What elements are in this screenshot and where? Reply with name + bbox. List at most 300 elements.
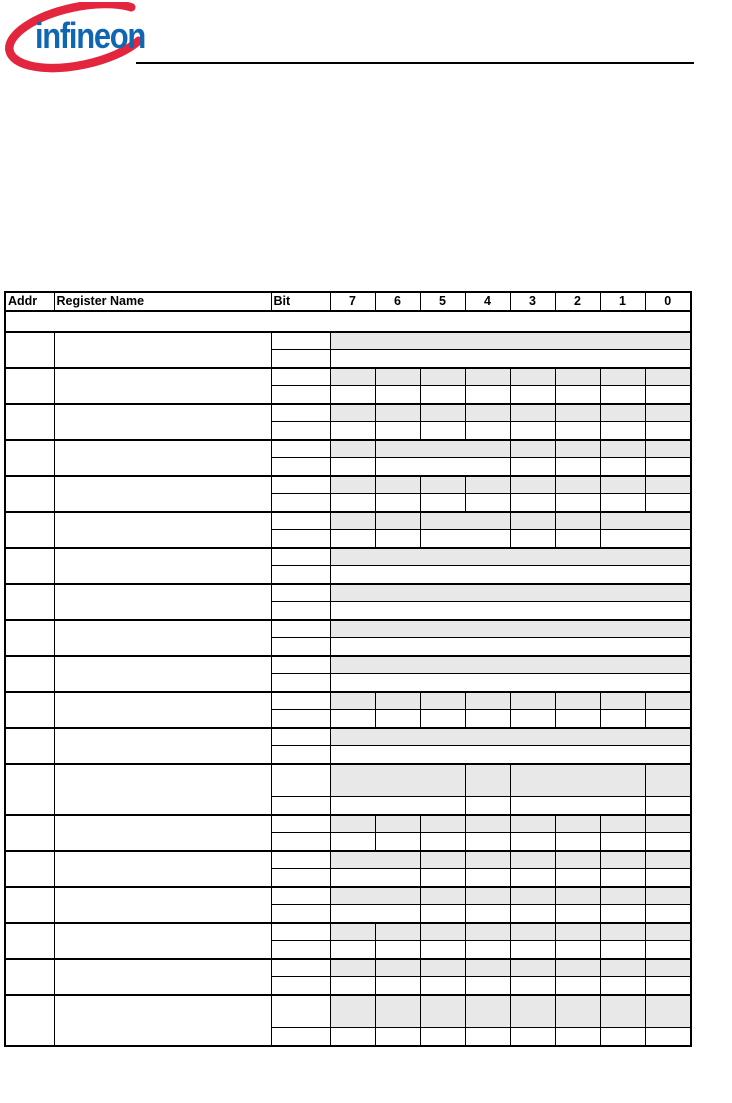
access-type-cell <box>645 422 691 441</box>
bitfield-cell <box>555 851 600 869</box>
bitfield-cell <box>465 887 510 905</box>
addr-cell <box>5 620 54 656</box>
bitfield-cell <box>330 728 691 746</box>
access-type-cell <box>330 797 465 816</box>
bitfield-cell <box>645 476 691 494</box>
bitfield-cell <box>420 692 465 710</box>
bitfield-cell <box>330 851 420 869</box>
bit-column-header: Bit <box>271 292 330 311</box>
access-type-cell <box>555 1028 600 1047</box>
access-type-cell <box>465 905 510 924</box>
access-type-cell <box>420 710 465 729</box>
bit-label-cell <box>271 869 330 888</box>
register-name-cell <box>54 656 271 692</box>
bitfield-cell <box>465 764 510 797</box>
access-type-cell <box>330 710 375 729</box>
register-name-cell <box>54 512 271 548</box>
access-type-cell <box>600 458 645 477</box>
bit-number-header-4: 4 <box>465 292 510 311</box>
access-type-cell <box>645 1028 691 1047</box>
access-type-cell <box>465 941 510 960</box>
bitfield-cell <box>465 404 510 422</box>
bit-label-cell <box>271 710 330 729</box>
access-type-cell <box>420 1028 465 1047</box>
access-type-cell <box>465 386 510 405</box>
access-type-cell <box>465 869 510 888</box>
register-name-cell <box>54 368 271 404</box>
access-type-cell <box>420 905 465 924</box>
bitfield-cell <box>600 815 645 833</box>
bit-label-cell <box>271 404 330 422</box>
register-name-cell <box>54 851 271 887</box>
infineon-logo-text: infineon <box>35 15 145 56</box>
bitfield-cell <box>420 476 465 494</box>
bitfield-cell <box>555 368 600 386</box>
addr-cell <box>5 404 54 440</box>
access-type-cell <box>600 494 645 513</box>
access-type-cell <box>375 494 420 513</box>
access-type-cell <box>510 977 555 996</box>
register-block-bitfield-row <box>5 404 691 422</box>
bit-label-cell <box>271 476 330 494</box>
addr-cell <box>5 476 54 512</box>
bitfield-cell <box>600 959 645 977</box>
access-type-cell <box>600 905 645 924</box>
access-type-cell <box>555 941 600 960</box>
register-block-bitfield-row <box>5 887 691 905</box>
register-name-cell <box>54 887 271 923</box>
register-name-cell <box>54 584 271 620</box>
bit-label-cell <box>271 566 330 585</box>
addr-cell <box>5 584 54 620</box>
bit-number-header-7: 7 <box>330 292 375 311</box>
bitfield-cell <box>420 959 465 977</box>
bitfield-cell <box>330 959 375 977</box>
bitfield-cell <box>375 923 420 941</box>
bitfield-cell <box>465 959 510 977</box>
bitfield-cell <box>330 815 375 833</box>
access-type-cell <box>510 458 555 477</box>
access-type-cell <box>465 710 510 729</box>
access-type-cell <box>510 494 555 513</box>
bitfield-cell <box>600 368 645 386</box>
register-block-bitfield-row <box>5 584 691 602</box>
bit-label-cell <box>271 977 330 996</box>
register-name-cell <box>54 404 271 440</box>
bitfield-cell <box>510 887 555 905</box>
access-type-cell <box>330 746 691 765</box>
bitfield-cell <box>645 764 691 797</box>
access-type-cell <box>645 386 691 405</box>
addr-cell <box>5 923 54 959</box>
access-type-cell <box>645 869 691 888</box>
addr-cell <box>5 332 54 368</box>
access-type-cell <box>510 833 555 852</box>
access-type-cell <box>330 905 420 924</box>
access-type-cell <box>645 494 691 513</box>
bit-label-cell <box>271 458 330 477</box>
access-type-cell <box>555 386 600 405</box>
bitfield-cell <box>600 692 645 710</box>
register-name-cell <box>54 692 271 728</box>
register-block-bitfield-row <box>5 923 691 941</box>
access-type-cell <box>375 977 420 996</box>
access-type-cell <box>510 422 555 441</box>
access-type-cell <box>555 494 600 513</box>
bit-label-cell <box>271 602 330 621</box>
bitfield-cell <box>330 476 375 494</box>
access-type-cell <box>420 833 465 852</box>
bit-label-cell <box>271 692 330 710</box>
access-type-cell <box>330 674 691 693</box>
addr-cell <box>5 692 54 728</box>
access-type-cell <box>330 386 375 405</box>
bitfield-cell <box>420 368 465 386</box>
access-type-cell <box>645 797 691 816</box>
bit-label-cell <box>271 512 330 530</box>
bitfield-cell <box>420 404 465 422</box>
register-name-cell <box>54 440 271 476</box>
access-type-cell <box>645 833 691 852</box>
bitfield-cell <box>645 851 691 869</box>
access-type-cell <box>465 977 510 996</box>
bit-label-cell <box>271 656 330 674</box>
register-name-cell <box>54 923 271 959</box>
bit-number-header-2: 2 <box>555 292 600 311</box>
bitfield-cell <box>555 512 600 530</box>
register-name-cell <box>54 995 271 1046</box>
access-type-cell <box>465 1028 510 1047</box>
register-table <box>4 291 692 1047</box>
bitfield-cell <box>600 440 645 458</box>
access-type-cell <box>555 833 600 852</box>
register-name-cell <box>54 764 271 815</box>
access-type-cell <box>420 386 465 405</box>
bitfield-cell <box>600 887 645 905</box>
access-type-cell <box>600 710 645 729</box>
bitfield-cell <box>330 584 691 602</box>
access-type-cell <box>510 710 555 729</box>
bitfield-cell <box>465 995 510 1028</box>
bitfield-cell <box>645 692 691 710</box>
register-name-cell <box>54 620 271 656</box>
bitfield-cell <box>375 476 420 494</box>
bit-label-cell <box>271 995 330 1028</box>
bitfield-cell <box>645 959 691 977</box>
bit-label-cell <box>271 440 330 458</box>
bit-number-header-0: 0 <box>645 292 691 311</box>
bitfield-cell <box>645 995 691 1028</box>
bitfield-cell <box>330 995 375 1028</box>
bit-label-cell <box>271 851 330 869</box>
bitfield-cell <box>375 404 420 422</box>
table-header-row <box>5 292 691 311</box>
access-type-cell <box>330 458 375 477</box>
table-spacer-row <box>5 311 691 332</box>
access-type-cell <box>510 386 555 405</box>
bitfield-cell <box>375 512 420 530</box>
bit-label-cell <box>271 638 330 657</box>
bitfield-cell <box>645 440 691 458</box>
bit-label-cell <box>271 548 330 566</box>
access-type-cell <box>330 530 375 549</box>
bit-label-cell <box>271 923 330 941</box>
bitfield-cell <box>600 404 645 422</box>
bitfield-cell <box>600 476 645 494</box>
bitfield-cell <box>465 368 510 386</box>
bitfield-cell <box>330 923 375 941</box>
bitfield-cell <box>420 995 465 1028</box>
bit-number-header-3: 3 <box>510 292 555 311</box>
bit-label-cell <box>271 1028 330 1047</box>
register-name-cell <box>54 815 271 851</box>
register-block-bitfield-row <box>5 656 691 674</box>
bitfield-cell <box>555 692 600 710</box>
bit-label-cell <box>271 674 330 693</box>
access-type-cell <box>420 869 465 888</box>
access-type-cell <box>375 710 420 729</box>
bitfield-cell <box>555 923 600 941</box>
access-type-cell <box>375 530 420 549</box>
bitfield-cell <box>465 692 510 710</box>
register-block-bitfield-row <box>5 728 691 746</box>
bit-label-cell <box>271 764 330 797</box>
register-name-cell <box>54 476 271 512</box>
access-type-cell <box>555 710 600 729</box>
access-type-cell <box>510 905 555 924</box>
bit-number-header-6: 6 <box>375 292 420 311</box>
bit-label-cell <box>271 815 330 833</box>
bit-number-header-5: 5 <box>420 292 465 311</box>
bitfield-cell <box>645 815 691 833</box>
addr-cell <box>5 887 54 923</box>
register-name-cell <box>54 728 271 764</box>
access-type-cell <box>330 941 375 960</box>
bit-label-cell <box>271 332 330 350</box>
bitfield-cell <box>330 404 375 422</box>
addr-cell <box>5 656 54 692</box>
bitfield-cell <box>555 815 600 833</box>
register-name-cell <box>54 332 271 368</box>
bitfield-cell <box>330 512 375 530</box>
access-type-cell <box>330 1028 375 1047</box>
bitfield-cell <box>465 923 510 941</box>
register-block-bitfield-row <box>5 440 691 458</box>
bit-label-cell <box>271 941 330 960</box>
addr-cell <box>5 368 54 404</box>
access-type-cell <box>510 797 645 816</box>
bitfield-cell <box>465 476 510 494</box>
register-name-cell <box>54 548 271 584</box>
bitfield-cell <box>600 995 645 1028</box>
bitfield-cell <box>465 815 510 833</box>
bitfield-cell <box>375 692 420 710</box>
access-type-cell <box>420 941 465 960</box>
access-type-cell <box>420 494 465 513</box>
bitfield-cell <box>330 332 691 350</box>
bit-label-cell <box>271 494 330 513</box>
access-type-cell <box>555 869 600 888</box>
bitfield-cell <box>600 851 645 869</box>
access-type-cell <box>510 869 555 888</box>
addr-column-header: Addr <box>5 292 54 311</box>
bitfield-cell <box>330 656 691 674</box>
access-type-cell <box>330 977 375 996</box>
access-type-cell <box>465 797 510 816</box>
bitfield-cell <box>510 476 555 494</box>
bit-label-cell <box>271 728 330 746</box>
register-name-column-header: Register Name <box>54 292 271 311</box>
access-type-cell <box>600 1028 645 1047</box>
spacer-cell <box>5 311 691 332</box>
access-type-cell <box>600 386 645 405</box>
register-block-bitfield-row <box>5 764 691 797</box>
access-type-cell <box>645 905 691 924</box>
bit-label-cell <box>271 620 330 638</box>
bitfield-cell <box>330 887 420 905</box>
addr-cell <box>5 959 54 995</box>
bitfield-cell <box>330 368 375 386</box>
register-block-bitfield-row <box>5 692 691 710</box>
bitfield-cell <box>555 887 600 905</box>
bitfield-cell <box>375 440 510 458</box>
bitfield-cell <box>645 368 691 386</box>
access-type-cell <box>645 710 691 729</box>
bitfield-cell <box>510 404 555 422</box>
access-type-cell <box>555 530 600 549</box>
access-type-cell <box>600 977 645 996</box>
access-type-cell <box>555 458 600 477</box>
addr-cell <box>5 512 54 548</box>
bitfield-cell <box>510 440 555 458</box>
register-block-bitfield-row <box>5 368 691 386</box>
bitfield-cell <box>330 692 375 710</box>
access-type-cell <box>420 422 465 441</box>
access-type-cell <box>330 494 375 513</box>
bitfield-cell <box>555 476 600 494</box>
access-type-cell <box>375 386 420 405</box>
bitfield-cell <box>645 887 691 905</box>
register-name-cell <box>54 959 271 995</box>
access-type-cell <box>465 422 510 441</box>
access-type-cell <box>375 422 420 441</box>
register-block-bitfield-row <box>5 512 691 530</box>
addr-cell <box>5 548 54 584</box>
register-block-bitfield-row <box>5 332 691 350</box>
bitfield-cell <box>375 815 420 833</box>
access-type-cell <box>330 869 420 888</box>
access-type-cell <box>645 941 691 960</box>
access-type-cell <box>555 905 600 924</box>
bitfield-cell <box>510 959 555 977</box>
access-type-cell <box>645 977 691 996</box>
access-type-cell <box>600 833 645 852</box>
bitfield-cell <box>510 995 555 1028</box>
bitfield-cell <box>330 548 691 566</box>
access-type-cell <box>510 1028 555 1047</box>
register-table-container <box>4 291 692 1047</box>
bitfield-cell <box>420 815 465 833</box>
bitfield-cell <box>510 692 555 710</box>
access-type-cell <box>330 350 691 369</box>
register-block-bitfield-row <box>5 815 691 833</box>
access-type-cell <box>375 941 420 960</box>
header-rule <box>136 62 694 64</box>
bit-label-cell <box>271 422 330 441</box>
access-type-cell <box>465 494 510 513</box>
access-type-cell <box>330 602 691 621</box>
register-block-bitfield-row <box>5 851 691 869</box>
addr-cell <box>5 995 54 1046</box>
bitfield-cell <box>330 620 691 638</box>
access-type-cell <box>375 1028 420 1047</box>
addr-cell <box>5 440 54 476</box>
access-type-cell <box>420 977 465 996</box>
bit-label-cell <box>271 584 330 602</box>
bitfield-cell <box>645 923 691 941</box>
bit-label-cell <box>271 797 330 816</box>
addr-cell <box>5 815 54 851</box>
bitfield-cell <box>510 764 645 797</box>
bitfield-cell <box>375 959 420 977</box>
bitfield-cell <box>510 815 555 833</box>
register-block-bitfield-row <box>5 620 691 638</box>
bitfield-cell <box>510 851 555 869</box>
bitfield-cell <box>330 764 465 797</box>
access-type-cell <box>330 833 375 852</box>
bitfield-cell <box>555 995 600 1028</box>
access-type-cell <box>600 869 645 888</box>
bitfield-cell <box>420 887 465 905</box>
addr-cell <box>5 851 54 887</box>
access-type-cell <box>600 530 691 549</box>
bit-label-cell <box>271 746 330 765</box>
register-block-bitfield-row <box>5 959 691 977</box>
register-block-bitfield-row <box>5 548 691 566</box>
bitfield-cell <box>465 851 510 869</box>
access-type-cell <box>420 530 510 549</box>
bitfield-cell <box>420 923 465 941</box>
bitfield-cell <box>420 512 510 530</box>
register-block-bitfield-row <box>5 995 691 1028</box>
bit-number-header-1: 1 <box>600 292 645 311</box>
bitfield-cell <box>600 923 645 941</box>
bitfield-cell <box>375 368 420 386</box>
bit-label-cell <box>271 386 330 405</box>
register-block-bitfield-row <box>5 476 691 494</box>
access-type-cell <box>510 941 555 960</box>
bitfield-cell <box>600 512 691 530</box>
bit-label-cell <box>271 530 330 549</box>
access-type-cell <box>555 422 600 441</box>
bit-label-cell <box>271 887 330 905</box>
bit-label-cell <box>271 350 330 369</box>
access-type-cell <box>600 422 645 441</box>
bitfield-cell <box>555 959 600 977</box>
access-type-cell <box>555 977 600 996</box>
bitfield-cell <box>330 440 375 458</box>
bitfield-cell <box>375 995 420 1028</box>
access-type-cell <box>465 833 510 852</box>
bitfield-cell <box>510 512 555 530</box>
access-type-cell <box>600 941 645 960</box>
addr-cell <box>5 764 54 815</box>
addr-cell <box>5 728 54 764</box>
access-type-cell <box>510 530 555 549</box>
access-type-cell <box>330 566 691 585</box>
bitfield-cell <box>555 404 600 422</box>
bitfield-cell <box>555 440 600 458</box>
